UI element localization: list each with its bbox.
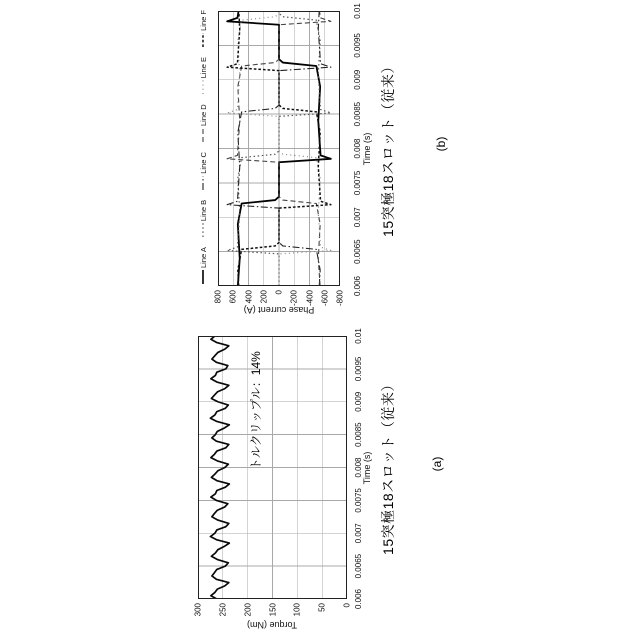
panel-b-caption: 15突極18スロット（従来） [380,59,396,237]
y-tick-label: 200 [243,603,253,617]
legend-label: Line D [198,104,208,126]
x-tick-label: 0.008 [353,138,362,159]
x-tick-label: 0.007 [353,207,362,228]
x-tick-label: 0.008 [354,457,363,478]
legend-label: Line B [198,199,208,222]
y-tick-label: -600 [320,290,330,307]
legend-label: Line F [198,10,208,31]
x-tick-label: 0.006 [353,275,362,297]
y-tick-label: 50 [317,603,327,612]
y-tick-label: -200 [289,290,299,307]
phase-current-plot-area [218,11,340,286]
x-tick-label: 0.009 [354,391,363,412]
legend-label: Line C [198,152,208,174]
legend-line-sample-icon [200,270,206,284]
x-tick-label: 0.0095 [354,356,363,382]
legend-item-line-a [199,247,208,284]
x-tick-label: 0.0065 [354,553,363,579]
legend-line-sample-icon [200,176,206,190]
y-tick-label: 400 [244,290,253,304]
legend-item-line-d [199,104,208,142]
phase-current-x-axis-label: Time (s) [362,132,372,166]
y-tick-label: -800 [335,290,345,307]
panel-a-subfig-label: (a) [430,456,444,472]
y-tick-label: 300 [193,603,203,617]
x-tick-label: 0.0065 [353,239,362,264]
legend-item-line-e [199,57,208,94]
y-tick-label: 800 [213,290,223,304]
x-tick-label: 0.009 [353,69,362,90]
legend-line-sample-icon [200,80,206,94]
y-tick-label: -400 [305,290,314,307]
torque-y-axis-label: Torque (Nm) [246,620,298,630]
x-tick-label: 0.006 [354,588,363,610]
x-tick-label: 0.0075 [353,170,362,196]
y-tick-label: 100 [292,603,302,617]
y-tick-label: 0 [342,603,352,608]
y-tick-label: 200 [259,290,269,304]
legend-label: Line E [198,56,208,79]
y-tick-label: 600 [228,290,238,304]
phase-current-y-axis-label: Phase current (A) [243,305,315,315]
legend-label: Line A [198,247,208,268]
torque-x-axis-label: Time (s) [362,451,372,485]
x-tick-label: 0.0095 [353,33,362,58]
legend-item-line-b [199,200,208,237]
x-tick-label: 0.007 [354,523,363,544]
legend-line-sample-icon [200,128,206,142]
x-tick-label: 0.0075 [354,488,363,513]
legend-item-line-f [199,10,208,47]
torque-ripple-annotation: トルクリップル：14% [249,351,263,470]
legend-item-line-c [199,152,208,190]
y-tick-label: 0 [274,290,284,295]
x-tick-label: 0.0085 [354,422,363,447]
legend-line-sample-icon [200,33,206,47]
panel-b-subfig-label: (b) [434,136,448,152]
x-tick-label: 0.01 [354,328,363,344]
y-tick-label: 250 [218,603,228,617]
y-tick-label: 150 [268,603,277,617]
panel-a-caption: 15突極18スロット（従来） [380,377,396,555]
phase-current-legend [197,10,209,284]
x-tick-label: 0.0085 [353,101,362,127]
legend-line-sample-icon [200,223,206,237]
x-tick-label: 0.01 [353,3,362,19]
